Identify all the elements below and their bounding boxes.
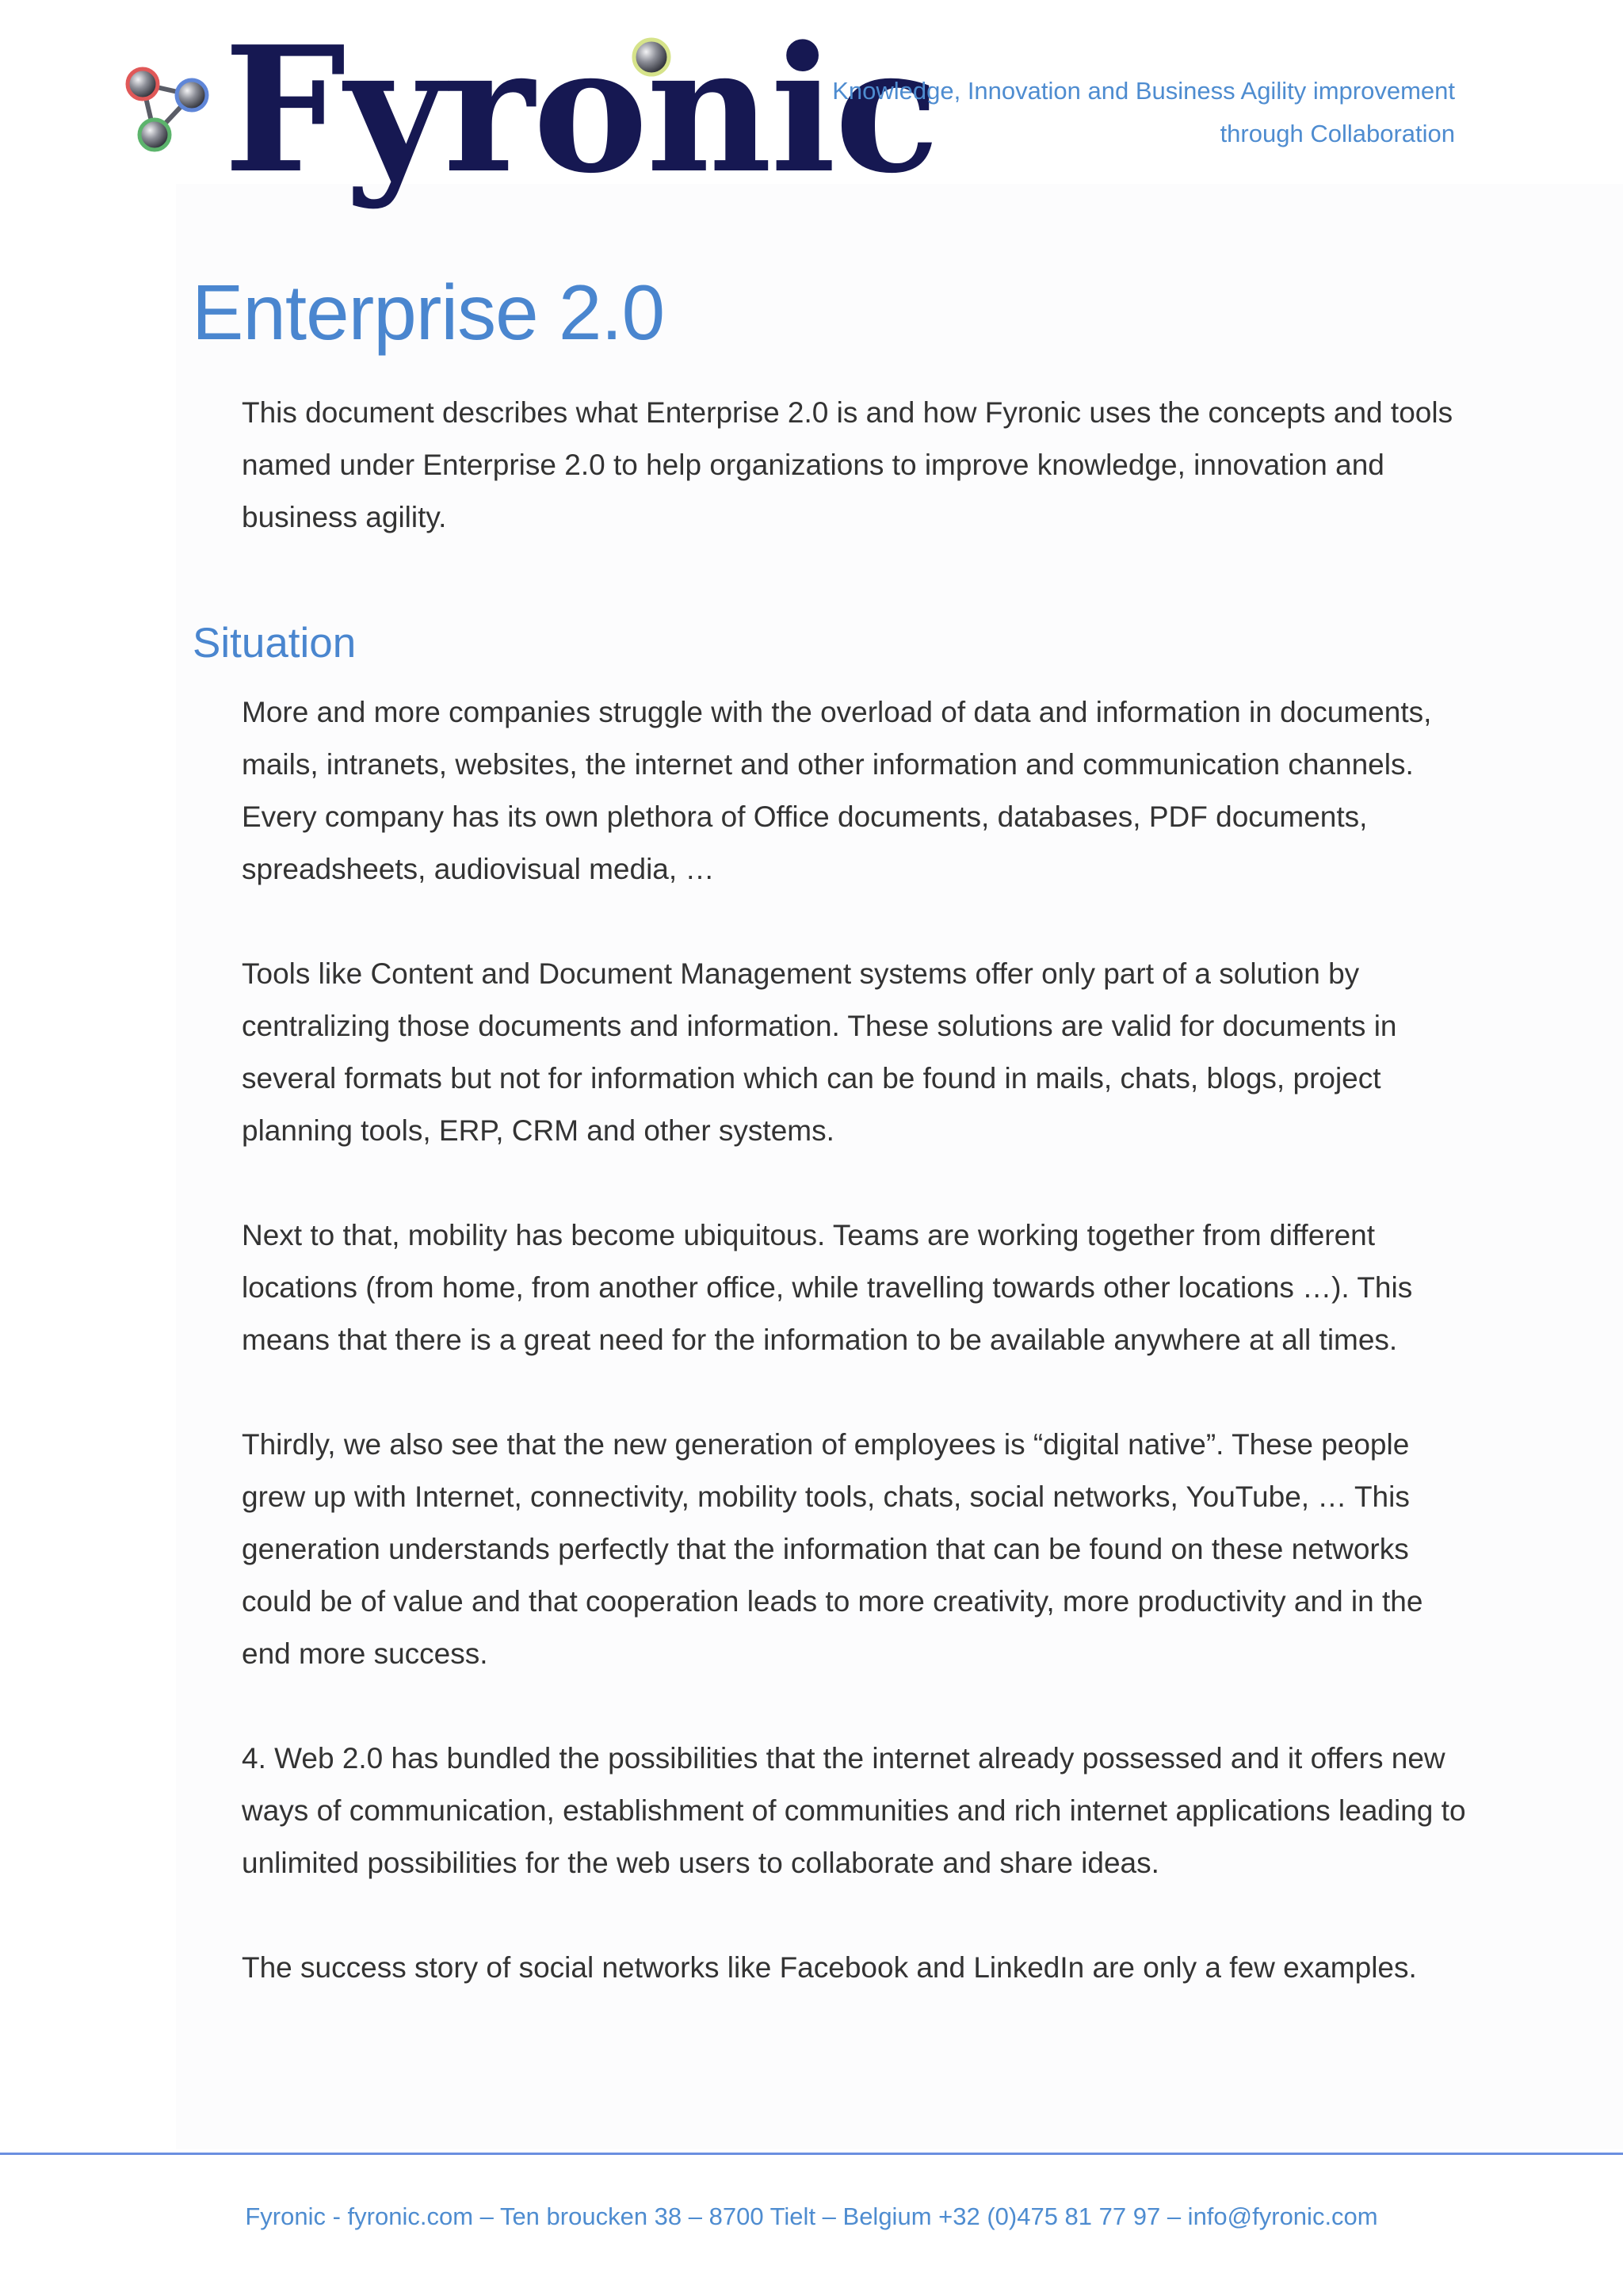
body-paragraph: More and more companies struggle with the overload of data and information in documents, mails, intranets, websites, the internet and other information and communication channels. Every company has its own plethora of Office documents, databases, PDF documents, spreadsheets, audiovisual media, … bbox=[242, 696, 1432, 885]
intro-paragraph: This document describes what Enterprise 2.0 is and how Fyronic uses the concepts and tools named under Enterprise 2.0 to help organizations to improve knowledge, innovation and business agility. bbox=[242, 396, 1453, 533]
body-paragraph: 4. Web 2.0 has bundled the possibilities that the internet already possessed and it offers new ways of communication, establishment of communities and rich internet applications leading to unlimited possibilities for the web users to collaborate and share ideas. bbox=[242, 1742, 1466, 1879]
footer-contact: Fyronic - fyronic.com – Ten broucken 38 – 8700 Tielt – Belgium +32 (0)475 81 77 97 – info@fyronic.com bbox=[245, 2202, 1378, 2230]
body-paragraph: Next to that, mobility has become ubiquitous. Teams are working together from different locations (from home, from another office, while travelling towards other locations …). This means that there is a great need for the information to be available anywhere at all times. bbox=[242, 1219, 1413, 1356]
logo-wordmark: Fyronic bbox=[223, 9, 938, 212]
section-heading-situation: Situation bbox=[193, 620, 357, 667]
body-paragraph: Thirdly, we also see that the new generation of employees is “digital native”. These people grew up with Internet, connectivity, mobility tools, chats, social networks, YouTube, … This generation understands perfectly that the information that can be found on these networks could be of value and that cooperation leads to more creativity, more productivity and in the end more success. bbox=[242, 1428, 1423, 1670]
section-body bbox=[242, 686, 1474, 2046]
fyronic-logo bbox=[119, 9, 938, 212]
header-tagline bbox=[742, 70, 1455, 155]
tagline-line-1: Knowledge, Innovation and Business Agility improvement bbox=[832, 77, 1455, 105]
tagline-line-2: through Collaboration bbox=[1220, 120, 1455, 147]
footer-divider bbox=[0, 2153, 1623, 2155]
body-paragraph: The success story of social networks like Facebook and LinkedIn are only a few examples. bbox=[242, 1951, 1417, 1984]
body-paragraph: Tools like Content and Document Management systems offer only part of a solution by centralizing those documents and information. These solutions are valid for documents in several formats but not for information which can be found in mails, chats, blogs, project planning tools, ERP, CRM and other systems. bbox=[242, 957, 1397, 1147]
document-title: Enterprise 2.0 bbox=[192, 269, 665, 356]
